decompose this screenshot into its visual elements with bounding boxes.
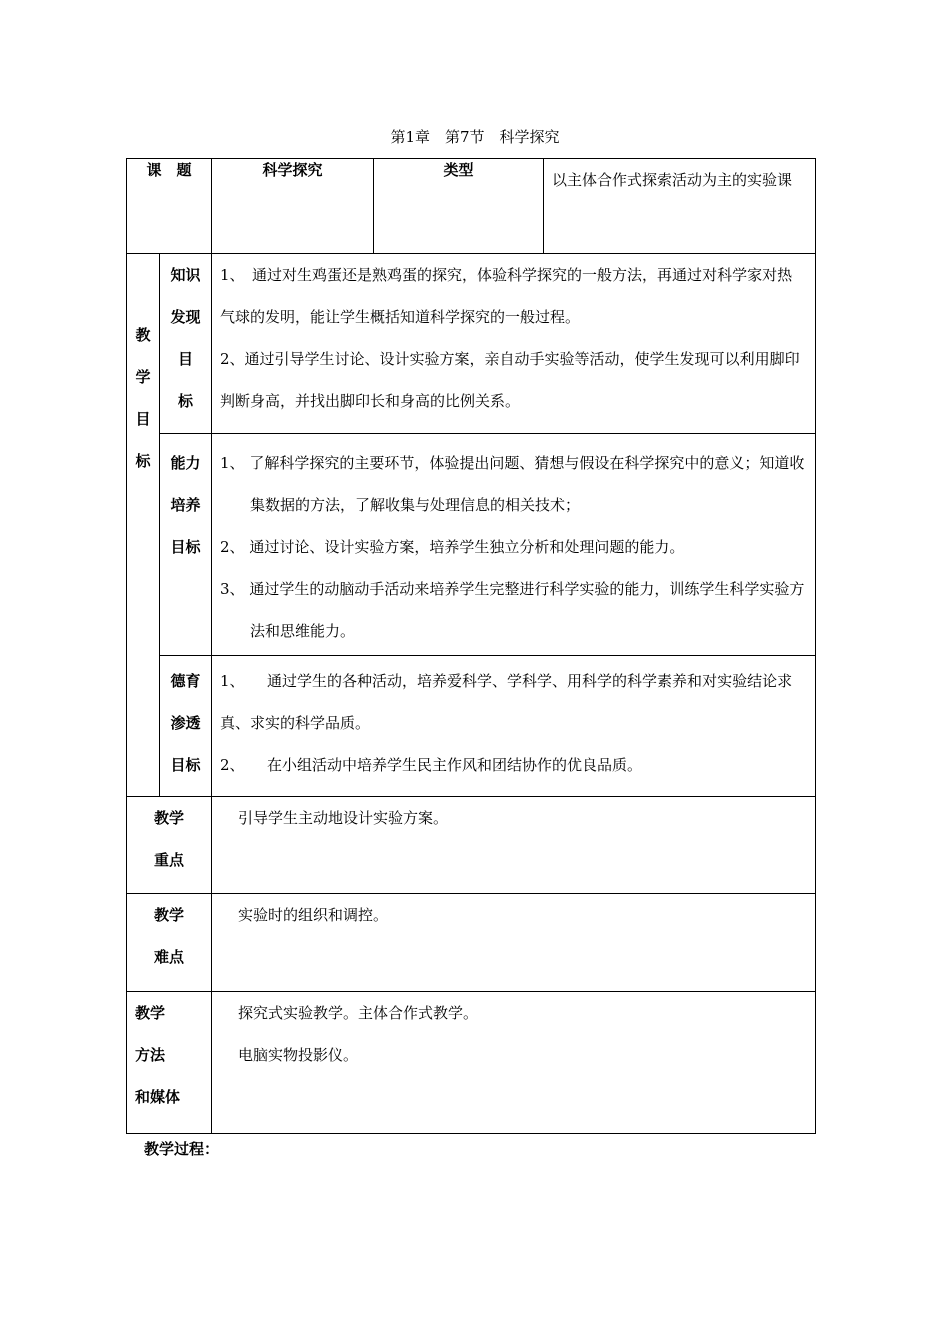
teaching-goals-label: 教 学 目 标 [127, 254, 160, 797]
knowledge-goal-item: 1、 通过对生鸡蛋还是熟鸡蛋的探究，体验科学探究的一般方法，再通过对科学家对热气球的发明，能让学生概括知道科学探究的一般过程。 [220, 266, 793, 326]
difficulties-label: 教学 难点 [127, 894, 212, 992]
header-row [127, 159, 816, 254]
type-label: 类型 [374, 159, 544, 254]
methods-row [127, 992, 816, 1134]
page-title: 第1章 第7节 科学探究 [390, 128, 560, 146]
methods-line: 电脑实物投影仪。 [238, 1046, 359, 1064]
knowledge-goals-label: 知识 发现 目 标 [160, 254, 212, 434]
topic-value: 科学探究 [212, 159, 374, 254]
moral-goals-label: 德育 渗透 目标 [160, 656, 212, 797]
difficulties-content: 实验时的组织和调控。 [212, 894, 816, 992]
knowledge-goals-row [127, 254, 816, 434]
key-points-row [127, 797, 816, 894]
lesson-plan-table [126, 158, 816, 1134]
knowledge-goal-item: 2、通过引导学生讨论、设计实验方案，亲自动手实验等活动，使学生发现可以利用脚印判断身高，并找出脚印长和身高的比例关系。 [220, 350, 800, 410]
methods-content [212, 992, 816, 1134]
moral-goals-content [212, 656, 816, 797]
ability-goal-item: 1、 了解科学探究的主要环节，体验提出问题、猜想与假设在科学探究中的意义；知道收集数据的方法，了解收集与处理信息的相关技术； [220, 454, 805, 514]
knowledge-goals-content [212, 254, 816, 434]
topic-label: 课 题 [127, 159, 212, 254]
process-label: 教学过程： [144, 1140, 220, 1158]
moral-goals-row [127, 656, 816, 797]
methods-line: 探究式实验教学。主体合作式教学。 [238, 1004, 479, 1022]
methods-label: 教学 方法 和媒体 [127, 992, 212, 1134]
moral-goal-item: 1、 通过学生的各种活动，培养爱科学、学科学、用科学的科学素养和对实验结论求真、求实的科学品质。 [220, 672, 793, 732]
key-points-content: 引导学生主动地设计实验方案。 [212, 797, 816, 894]
ability-goals-label: 能力 培养 目标 [160, 434, 212, 656]
ability-goals-content [212, 434, 816, 656]
difficulties-row [127, 894, 816, 992]
ability-goal-item: 3、 通过学生的动脑动手活动来培养学生完整进行科学实验的能力，训练学生科学实验方法和思维能力。 [220, 580, 805, 640]
ability-goal-item: 2、 通过讨论、设计实验方案，培养学生独立分析和处理问题的能力。 [220, 538, 685, 556]
key-points-label: 教学 重点 [127, 797, 212, 894]
moral-goal-item: 2、 在小组活动中培养学生民主作风和团结协作的优良品质。 [220, 756, 643, 774]
type-value: 以主体合作式探索活动为主的实验课 [544, 159, 816, 254]
ability-goals-row [127, 434, 816, 656]
